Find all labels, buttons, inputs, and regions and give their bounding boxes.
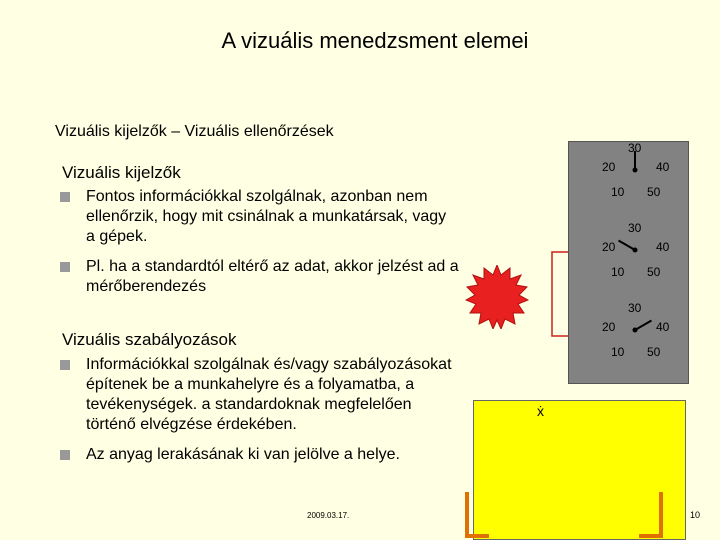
gauge-label-20: 20: [602, 160, 616, 174]
gauge-label-30: 30: [628, 301, 642, 315]
gauge-label-40: 40: [656, 240, 670, 254]
gauge-bracket-icon: [522, 250, 570, 340]
bullet-line: Pl. ha a standardtól eltérő az adat, akkor jelzést ad a: [86, 258, 459, 275]
cross-mark: ẋ: [537, 403, 544, 419]
gauge-label-10: 10: [611, 185, 625, 199]
bullet-line: tevékenységek. a standardoknak megfelelően: [86, 396, 412, 413]
bullet-line: a gépek.: [86, 228, 148, 245]
gauge-label-10: 10: [611, 345, 625, 359]
gauge-label-40: 40: [656, 160, 670, 174]
bullet-square-icon: [60, 192, 70, 202]
gauge-label-50: 50: [647, 345, 661, 359]
bullet-line: Fontos információkkal szolgálnak, azonban nem: [86, 188, 428, 205]
bullet-line: Az anyag lerakásának ki van jelölve a helye.: [86, 446, 400, 463]
bullet-item: [60, 257, 530, 297]
bullet-line: Információkkal szolgálnak és/vagy szabályozásokat: [86, 356, 452, 373]
floor-marking-corners-icon: [463, 490, 713, 540]
visual-indicators-heading: Vizuális kijelzők: [62, 163, 181, 182]
bullet-line: építenek be a munkahelyre és a folyamatba, a: [86, 376, 415, 393]
bullet-line: történő elvégzése érdekében.: [86, 416, 297, 433]
bullet-item: [60, 187, 530, 247]
gauge: [569, 222, 688, 302]
bullet-line: ellenőrzik, hogy mit csinálnak a munkatársak, vagy: [86, 208, 447, 225]
gauge-label-30: 30: [628, 221, 642, 235]
bullet-square-icon: [60, 450, 70, 460]
bullet-item: [60, 355, 530, 435]
alarm-sun-icon: [465, 265, 529, 329]
gauge: [569, 142, 688, 222]
gauge: [569, 302, 688, 382]
gauge-label-20: 20: [602, 320, 616, 334]
bullet-square-icon: [60, 360, 70, 370]
gauge-label-20: 20: [602, 240, 616, 254]
gauge-label-50: 50: [647, 185, 661, 199]
section-heading: Vizuális kijelzők – Vizuális ellenőrzések: [55, 123, 334, 140]
visual-controls-heading: Vizuális szabályozások: [62, 330, 237, 349]
gauge-needle-icon: [569, 142, 688, 222]
page-number: 10: [690, 510, 701, 520]
gauge-label-40: 40: [656, 320, 670, 334]
gauge-label-10: 10: [611, 265, 625, 279]
slide-title: A vizuális menedzsment elemei: [221, 28, 529, 53]
gauge-label-30: 30: [628, 141, 642, 155]
bullet-line: mérőberendezés: [86, 278, 207, 295]
gauge-needle-icon: [569, 222, 688, 302]
gauge-panel: [568, 141, 689, 384]
bullet-square-icon: [60, 262, 70, 272]
gauge-needle-icon: [569, 302, 688, 382]
bullet-item: [60, 445, 530, 465]
footer-date: 2009.03.17.: [307, 511, 350, 520]
gauge-label-50: 50: [647, 265, 661, 279]
